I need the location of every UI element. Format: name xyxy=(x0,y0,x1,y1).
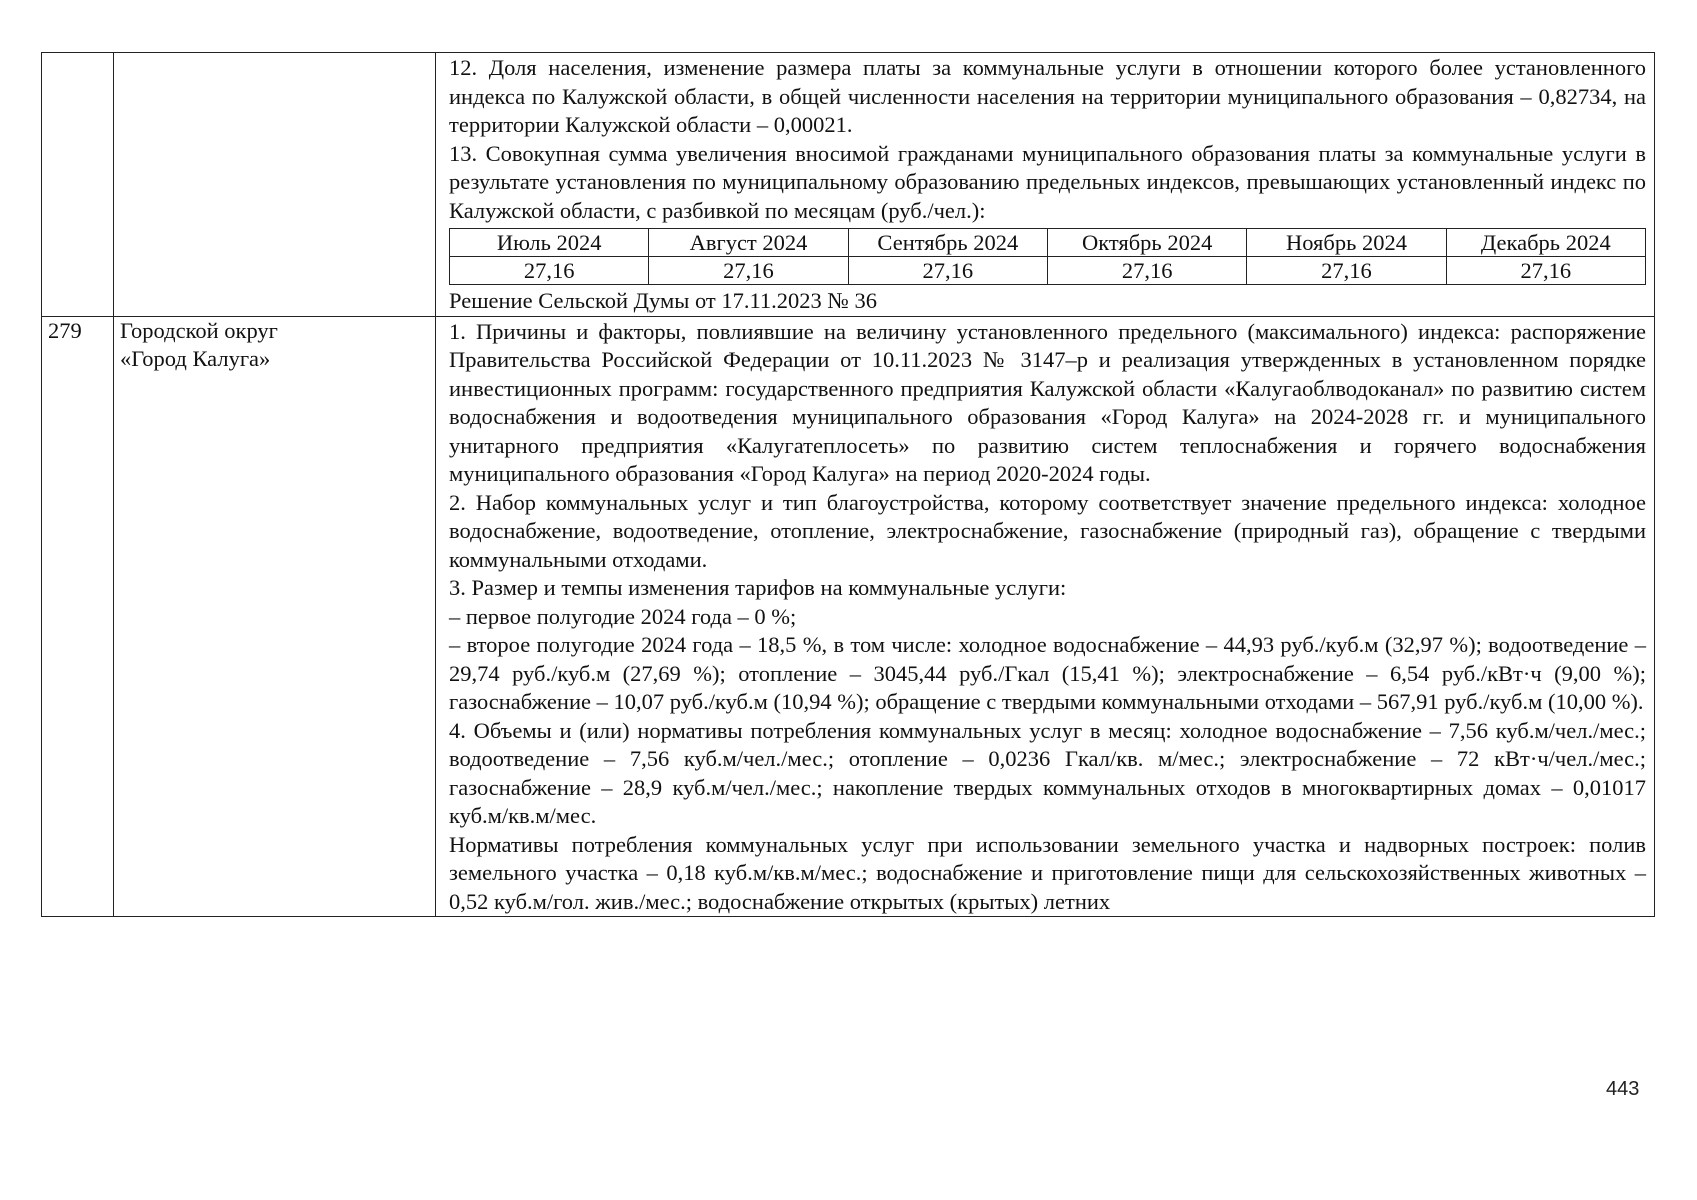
month-header: Декабрь 2024 xyxy=(1446,229,1645,257)
monthly-amount-table xyxy=(449,228,1646,285)
month-header: Август 2024 xyxy=(649,229,848,257)
month-value: 27,16 xyxy=(1247,257,1446,285)
month-value: 27,16 xyxy=(1047,257,1246,285)
month-header-row xyxy=(450,229,1646,257)
row-number-cell xyxy=(42,53,114,317)
month-value: 27,16 xyxy=(450,257,649,285)
month-header: Октябрь 2024 xyxy=(1047,229,1246,257)
content-cell xyxy=(436,316,1655,917)
paragraph-13: 13. Совокупная сумма увеличения вносимой гражданами муниципального образования платы за коммунальные услуги в результате установления по муниципальному образованию предельных индексов, превышающих установленный индекс по Калужской области, с разбивкой по месяцам (руб./чел.): xyxy=(449,140,1646,223)
paragraph-norms: Нормативы потребления коммунальных услуг при использовании земельного участка и надворных построек: полив земельного участка – 0,18 куб.м/кв.м/мес.; водоснабжение и приготовление пищи для сельскохозяйственных животных – 0,52 куб.м/гол. жив./мес.; водоснабжение открытых (крытых) летних xyxy=(449,831,1646,914)
page-number: 443 xyxy=(1606,1078,1640,1100)
paragraph-1: 1. Причины и факторы, повлиявшие на величину установленного предельного (максимального) индекса: распоряжение Правительства Российской Федерации от 10.11.2023 № 3147–р и реализация утвержденных в установленном порядке инвестиционных программ: государственного предприятия Калужской области «Калугаоблводоканал» по развитию систем водоснабжения и водоотведения муниципального образования «Город Калуга» на 2024-2028 гг. и муниципального унитарного предприятия «Калугатеплосеть» по развитию систем теплоснабжения и горячего водоснабжения муниципального образования «Город Калуга» на период 2020-2024 годы. xyxy=(449,318,1646,486)
paragraph-3-first-half: – первое полугодие 2024 года – 0 %; xyxy=(449,603,797,629)
row-number-cell: 279 xyxy=(42,316,114,917)
month-value: 27,16 xyxy=(649,257,848,285)
paragraph-3: 3. Размер и темпы изменения тарифов на коммунальные услуги: xyxy=(449,575,1067,600)
month-value: 27,16 xyxy=(1446,257,1645,285)
table-row xyxy=(42,53,1655,317)
municipality-name: «Город Калуга» xyxy=(120,346,271,371)
municipality-type: Городской округ xyxy=(120,317,278,343)
content-cell xyxy=(436,53,1655,317)
decision-reference: Решение Сельской Думы от 17.11.2023 № 36 xyxy=(449,288,877,313)
table-row xyxy=(42,316,1655,917)
indices-table xyxy=(41,52,1655,917)
paragraph-2: 2. Набор коммунальных услуг и тип благоустройства, которому соответствует значение предельного индекса: холодное водоснабжение, водоотведение, отопление, электроснабжение, газоснабжение (природный газ), обращение с твердыми коммунальными отходами. xyxy=(449,489,1646,572)
month-value-row xyxy=(450,257,1646,285)
municipality-cell xyxy=(114,53,436,317)
month-value: 27,16 xyxy=(848,257,1047,285)
month-header: Ноябрь 2024 xyxy=(1247,229,1446,257)
paragraph-3-second-half: – второе полугодие 2024 года – 18,5 %, в том числе: холодное водоснабжение – 44,93 руб./куб.м (32,97 %); водоотведение – 29,74 руб./куб.м (27,69 %); отопление – 3045,44 руб./Гкал (15,41 %); электроснабжение – 6,54 руб./кВт·ч (9,00 %); газоснабжение – 10,07 руб./куб.м (10,94 %); обращение с твердыми коммунальными отходами – 567,91 руб./куб.м (10,00 %). xyxy=(449,632,1646,714)
municipality-cell xyxy=(114,316,436,917)
paragraph-12: 12. Доля населения, изменение размера платы за коммунальные услуги в отношении которого более установленного индекса по Калужской области, в общей численности населения на территории муниципального образования – 0,82734, на территории Калужской области – 0,00021. xyxy=(449,55,1646,137)
month-header: Июль 2024 xyxy=(450,229,649,257)
month-header: Сентябрь 2024 xyxy=(848,229,1047,257)
paragraph-4: 4. Объемы и (или) нормативы потребления коммунальных услуг в месяц: холодное водоснабжение – 7,56 куб.м/чел./мес.; водоотведение – 7,56 куб.м/чел./мес.; отопление – 0,0236 Гкал/кв. м/мес.; электроснабжение – 72 кВт·ч/чел./мес.; газоснабжение – 28,9 куб.м/чел./мес.; накопление твердых коммунальных отходов в многоквартирных домах – 0,01017 куб.м/кв.м/мес. xyxy=(449,717,1646,828)
